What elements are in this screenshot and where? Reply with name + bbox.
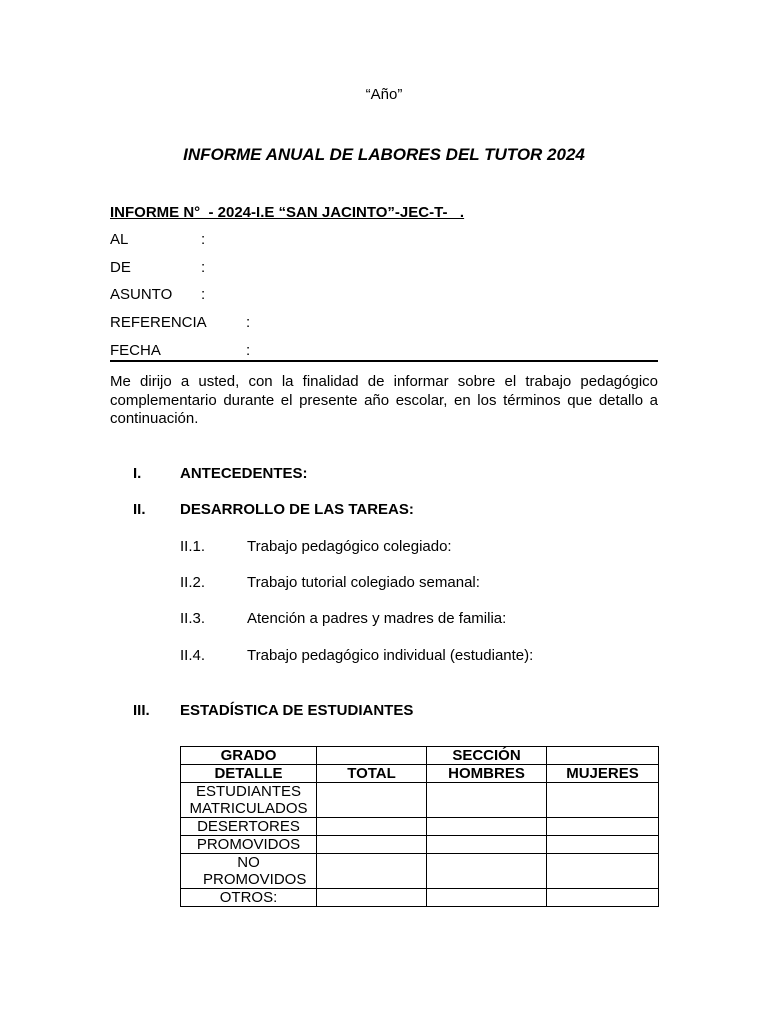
field-label-referencia: REFERENCIA	[110, 314, 207, 331]
table-cell	[427, 854, 547, 889]
field-label-al: AL	[110, 231, 129, 248]
subsection-title-2: Trabajo tutorial colegiado semanal:	[247, 574, 480, 591]
table-header-row	[181, 765, 659, 783]
field-label-fecha: FECHA	[110, 342, 161, 359]
year-heading: “Año”	[365, 86, 403, 103]
student-statistics-table	[180, 746, 659, 907]
table-row	[181, 854, 659, 889]
subsection-title-4: Trabajo pedagógico individual (estudiante):	[247, 647, 534, 664]
header-cell-empty	[547, 747, 659, 765]
table-cell	[427, 818, 547, 836]
row-label-no-promovidos: NO PROMOVIDOS	[181, 854, 317, 889]
field-colon-asunto: :	[201, 286, 206, 303]
header-cell-grado: GRADO	[181, 747, 317, 765]
subsection-number-4: II.4.	[180, 647, 206, 664]
table-cell	[317, 854, 427, 889]
subsection-title-1: Trabajo pedagógico colegiado:	[247, 538, 452, 555]
intro-paragraph: Me dirijo a usted, con la finalidad de informar sobre el trabajo pedagógico complementario durante el presente año escolar, en los términos que detallo a continuación.	[110, 373, 658, 427]
row-label-matriculados: ESTUDIANTES MATRICULADOS	[181, 783, 317, 818]
field-colon-referencia: :	[246, 314, 251, 331]
table-cell	[317, 836, 427, 854]
header-cell-detalle: DETALLE	[181, 765, 317, 783]
section-title-estadistica: ESTADÍSTICA DE ESTUDIANTES	[180, 702, 414, 719]
subsection-number-2: II.2.	[180, 574, 206, 591]
table-cell	[547, 818, 659, 836]
section-number-2: II.	[133, 501, 146, 518]
table-cell	[547, 854, 659, 889]
subsection-number-1: II.1.	[180, 538, 206, 555]
header-cell-total: TOTAL	[317, 765, 427, 783]
header-cell-hombres: HOMBRES	[427, 765, 547, 783]
table-cell	[317, 889, 427, 907]
subsection-number-3: II.3.	[180, 610, 206, 627]
table-header-row	[181, 747, 659, 765]
table-cell	[547, 836, 659, 854]
field-label-de: DE	[110, 259, 131, 276]
table-row	[181, 836, 659, 854]
section-title-desarrollo: DESARROLLO DE LAS TAREAS:	[180, 501, 414, 518]
section-number-3: III.	[133, 702, 150, 719]
section-title-antecedentes: ANTECEDENTES:	[180, 465, 308, 482]
table-row	[181, 818, 659, 836]
table-cell	[427, 836, 547, 854]
table-row	[181, 783, 659, 818]
report-number: INFORME N° - 2024-I.E “SAN JACINTO”-JEC-T- .	[110, 204, 465, 221]
table-cell	[427, 783, 547, 818]
table-cell	[427, 889, 547, 907]
table-cell	[547, 783, 659, 818]
table-row	[181, 889, 659, 907]
field-label-asunto: ASUNTO	[110, 286, 173, 303]
table-cell	[547, 889, 659, 907]
field-colon-al: :	[201, 231, 206, 248]
row-label-otros: OTROS:	[181, 889, 317, 907]
field-colon-fecha: :	[246, 342, 251, 359]
header-cell-mujeres: MUJERES	[547, 765, 659, 783]
row-label-promovidos: PROMOVIDOS	[181, 836, 317, 854]
table-cell	[317, 818, 427, 836]
row-label-desertores: DESERTORES	[181, 818, 317, 836]
section-number-1: I.	[133, 465, 142, 482]
subsection-title-3: Atención a padres y madres de familia:	[247, 610, 507, 627]
header-divider	[110, 360, 658, 362]
field-colon-de: :	[201, 259, 206, 276]
header-cell-empty	[317, 747, 427, 765]
header-cell-seccion: SECCIÓN	[427, 747, 547, 765]
table-cell	[317, 783, 427, 818]
document-title: INFORME ANUAL DE LABORES DEL TUTOR 2024	[183, 145, 585, 164]
